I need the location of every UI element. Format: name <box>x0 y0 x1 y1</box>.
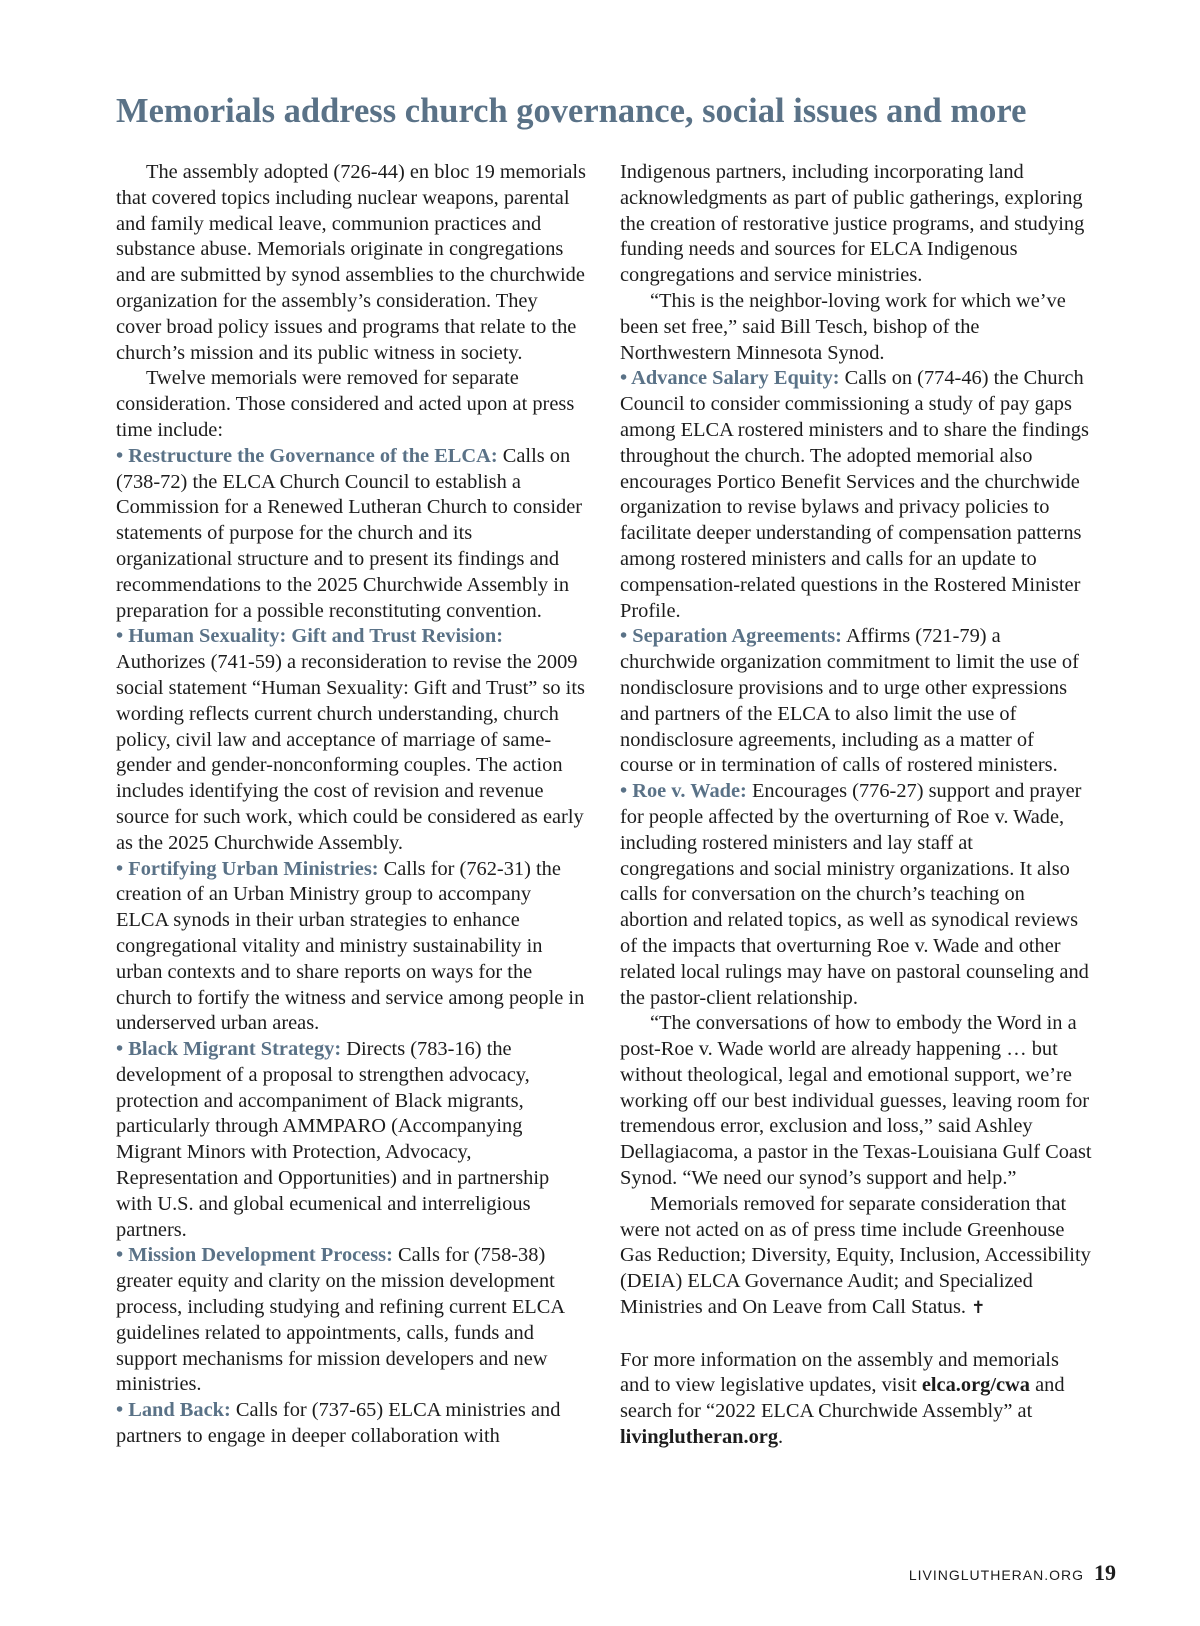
bullet-roe-v-wade <box>620 779 1092 1011</box>
bullet-salary-equity <box>620 366 1092 624</box>
bullet-heading: • Mission Development Process: <box>116 1244 393 1267</box>
bullet-body: Calls for (758-38) greater equity and clarity on the mission development process, including studying and refining current ELCA guidelines related to appointments, calls, funds and support mechanisms for mission developers and new ministries. <box>116 1244 564 1396</box>
page-footer <box>909 1560 1116 1586</box>
bullet-body: Calls on (774-46) the Church Council to consider commissioning a study of pay gaps among ELCA rostered ministers and to share the findings throughout the church. The adopted memorial also encourages Portico Benefit Services and the churchwide organization to revise bylaws and privacy policies to facilitate deeper understanding of compensation patterns among rostered ministers and calls for an update to compensation-related questions in the Rostered Minister Profile. <box>620 367 1089 622</box>
livinglutheran-link[interactable]: livinglutheran.org <box>620 1426 779 1449</box>
bullet-body: Authorizes (741-59) a reconsideration to revise the 2009 social statement “Human Sexuality: Gift and Trust” so its wording reflects current church understanding, church policy, civil law and acceptance of marriage of same-gender and gender-nonconforming couples. The action includes identifying the cost of revision and revenue source for such work, which could be considered as early as the 2025 Churchwide Assembly. <box>116 651 585 854</box>
bullet-body: Calls for (737-65) ELCA ministries and partners to engage in deeper collaboration with <box>116 1399 561 1448</box>
bullet-restructure-governance <box>116 444 586 625</box>
dellagiacoma-quote: “The conversations of how to embody the Word in a post-Roe v. Wade world are already happening … but without theological, legal and emotional support, we’re working off our best individual guesses, leaving room for tremendous error, exclusion and loss,” said Ashley Dellagiacoma, a pastor in the Texas-Louisiana Gulf Coast Synod. “We need our synod’s support and help.” <box>620 1012 1092 1190</box>
left-column <box>116 160 586 1450</box>
bullet-body: Encourages (776-27) support and prayer for people affected by the overturning of Roe v. Wade, including rostered ministers and lay staff at congregations and social ministry organizations. It also calls for conversation on the church’s teaching on abortion and related topics, as well as synodical reviews of the impacts that overturning Roe v. Wade and other related local rulings may have on pastoral counseling and the pastor-client relationship. <box>620 780 1089 1009</box>
land-back-continued: Indigenous partners, including incorporating land acknowledgments as part of public gatherings, exploring the creation of restorative justice programs, and studying funding needs and sources for ELCA Indigenous congregations and service ministries. <box>620 161 1085 287</box>
bullet-separation-agreements <box>620 624 1092 779</box>
bullet-heading: • Separation Agreements: <box>620 625 842 648</box>
headline: Memorials address church governance, social issues and more <box>116 92 1027 130</box>
bullet-heading: • Human Sexuality: Gift and Trust Revision: <box>116 625 504 648</box>
elca-cwa-link[interactable]: elca.org/cwa <box>921 1374 1030 1397</box>
bullet-heading: • Land Back: <box>116 1399 231 1422</box>
bullet-land-back <box>116 1398 586 1450</box>
bullet-heading: • Roe v. Wade: <box>620 780 747 803</box>
bullet-mission-development <box>116 1243 586 1398</box>
bullet-heading: • Advance Salary Equity: <box>620 367 840 390</box>
bullet-body: Calls for (762-31) the creation of an Urban Ministry group to accompany ELCA synods in their urban strategies to enhance congregational vitality and ministry sustainability in urban contexts and to share reports on ways for the church to fortify the witness and service among people in underserved urban areas. <box>116 857 585 1035</box>
bullet-urban-ministries <box>116 857 586 1038</box>
removed-memorials-list <box>620 1192 1092 1322</box>
more-info-paragraph <box>620 1348 1092 1451</box>
removed-memorials-paragraph: Twelve memorials were removed for separate consideration. Those considered and acted upon at press time include: <box>116 367 575 441</box>
bullet-body: Directs (783-16) the development of a proposal to strengthen advocacy, protection and accompaniment of Black migrants, particularly through AMMPARO (Accompanying Migrant Minors with Protection, Advocacy, Representation and Opportunities) and in partnership with U.S. and global ecumenical and interreligious partners. <box>116 1038 550 1241</box>
bullet-heading: • Restructure the Governance of the ELCA: <box>116 444 498 467</box>
more-info-middle: and search for “2022 ELCA Churchwide Assembly” at <box>620 1374 1065 1423</box>
more-info-prefix: For more information on the assembly and memorials and to view legislative updates, visit <box>620 1348 1059 1397</box>
cross-end-mark-icon: ✝ <box>971 1298 986 1319</box>
bullet-human-sexuality <box>116 624 586 856</box>
intro-paragraph: The assembly adopted (726-44) en bloc 19 memorials that covered topics including nuclear weapons, parental and family medical leave, communion practices and substance abuse. Memorials originate in congregations and are submitted by synod assemblies to the churchwide organization for the assembly’s consideration. They cover broad policy issues and programs that relate to the church’s mission and its public witness in society. <box>116 161 586 364</box>
footer-site-name: LIVINGLUTHERAN.ORG <box>908 1567 1084 1583</box>
more-info-suffix: . <box>778 1426 784 1449</box>
right-column <box>620 160 1092 1451</box>
bullet-black-migrant-strategy <box>116 1037 586 1243</box>
page-number: 19 <box>1094 1560 1116 1585</box>
bullet-body: Calls on (738-72) the ELCA Church Council to establish a Commission for a Renewed Lutheran Church to consider statements of purpose for the church and its organizational structure and to present its findings and recommendations to the 2025 Churchwide Assembly in preparation for a possible reconstituting convention. <box>116 444 583 622</box>
bullet-body: Affirms (721-79) a churchwide organization commitment to limit the use of nondisclosure provisions and to urge other expressions and partners of the ELCA to also limit the use of nondisclosure agreements, including as a matter of course or in termination of calls of rostered ministers. <box>620 625 1079 777</box>
tesch-quote: “This is the neighbor-loving work for which we’ve been set free,” said Bill Tesch, bishop of the Northwestern Minnesota Synod. <box>620 289 1066 364</box>
bullet-heading: • Black Migrant Strategy: <box>116 1038 342 1061</box>
removed-memorials-text: Memorials removed for separate consideration that were not acted on as of press time include Greenhouse Gas Reduction; Diversity, Equity, Inclusion, Accessibility (DEIA) ELCA Governance Audit; and Specialized Ministries and On Leave from Call Status. <box>620 1192 1091 1319</box>
bullet-heading: • Fortifying Urban Ministries: <box>116 857 379 880</box>
